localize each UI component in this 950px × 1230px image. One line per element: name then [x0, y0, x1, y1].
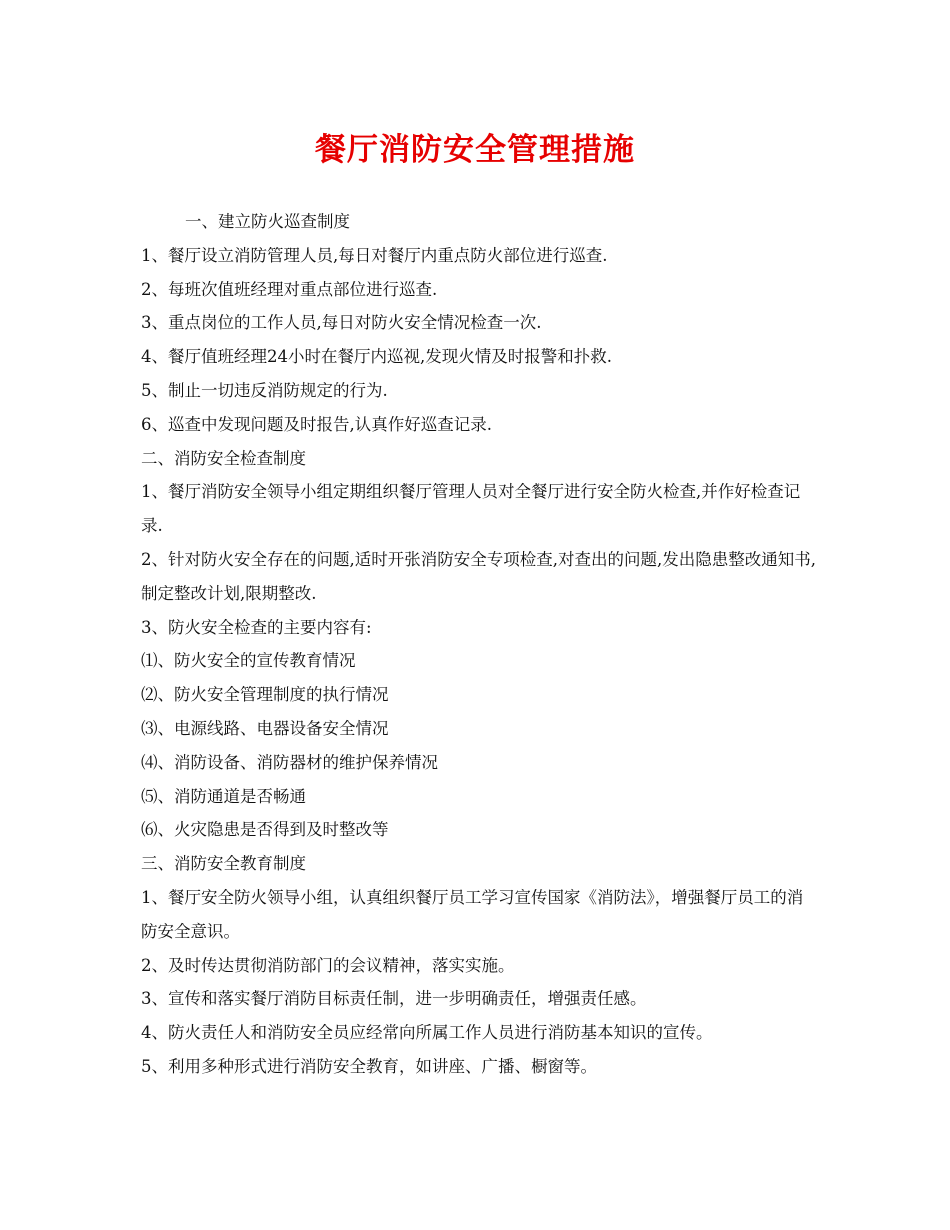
paragraph: 6、巡查中发现问题及时报告,认真作好巡查记录. [141, 414, 492, 434]
list-item: ⑸、消防通道是否畅通 [141, 786, 306, 806]
list-item: ⑶、电源线路、电器设备安全情况 [141, 718, 389, 738]
paragraph: 3、重点岗位的工作人员,每日对防火安全情况检查一次. [141, 313, 542, 333]
paragraph: 2、及时传达贯彻消防部门的会议精神，落实实施。 [141, 955, 515, 975]
section-heading-3: 三、消防安全教育制度 [141, 854, 306, 874]
paragraph: 2、每班次值班经理对重点部位进行巡查. [141, 279, 438, 299]
paragraph: 5、利用多种形式进行消防安全教育，如讲座、广播、橱窗等。 [141, 1056, 597, 1076]
paragraph: 1、餐厅安全防火领导小组，认真组织餐厅员工学习宣传国家《消防法》，增强餐厅员工的消防安全意识。 [141, 887, 804, 941]
paragraph: 5、制止一切违反消防规定的行为. [141, 380, 388, 400]
paragraph: 4、餐厅值班经理24小时在餐厅内巡视,发现火情及时报警和扑救. [141, 347, 612, 367]
paragraph: 3、宣传和落实餐厅消防目标责任制，进一步明确责任，增强责任感。 [141, 989, 647, 1009]
list-item: ⑹、火灾隐患是否得到及时整改等 [141, 820, 389, 840]
paragraph: 1、餐厅消防安全领导小组定期组织餐厅管理人员对全餐厅进行安全防火检查,并作好检查记录. [141, 482, 801, 536]
section-heading-2: 二、消防安全检查制度 [141, 448, 306, 468]
paragraph: 3、防火安全检查的主要内容有: [141, 617, 372, 637]
document-title: 餐厅消防安全管理措施 [315, 132, 635, 168]
paragraph: 4、防火责任人和消防安全员应经常向所属工作人员进行消防基本知识的宣传。 [141, 1023, 713, 1043]
document-body [141, 205, 816, 1084]
paragraph: 1、餐厅设立消防管理人员,每日对餐厅内重点防火部位进行巡查. [141, 245, 608, 265]
list-item: ⑷、消防设备、消防器材的维护保养情况 [141, 752, 438, 772]
paragraph: 2、针对防火安全存在的问题,适时开张消防安全专项检查,对查出的问题,发出隐患整改通知书,制定整改计划,限期整改. [141, 549, 816, 603]
section-heading-1: 一、建立防火巡查制度 [185, 212, 350, 231]
list-item: ⑵、防火安全管理制度的执行情况 [141, 685, 389, 705]
list-item: ⑴、防火安全的宣传教育情况 [141, 651, 356, 671]
